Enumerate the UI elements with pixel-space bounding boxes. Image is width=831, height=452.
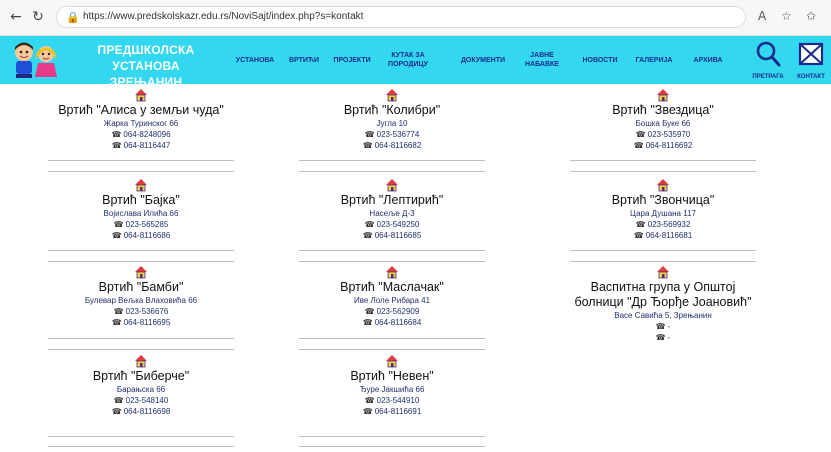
- card-divider: [299, 171, 485, 172]
- menu-kutak-za-porodicu[interactable]: [384, 36, 432, 84]
- phone-icon: ☎: [655, 333, 666, 342]
- phone-number: 023-569932: [647, 220, 691, 229]
- kindergarten-name: Вртић "Звездица": [612, 103, 714, 117]
- kindergarten-name: Вртић "Лептирић": [340, 193, 444, 207]
- phone-icon: ☎: [113, 396, 124, 405]
- phone-icon: ☎: [362, 141, 373, 150]
- phone-icon: ☎: [362, 318, 373, 327]
- kindergarten-card: [568, 265, 758, 343]
- menu-projekti[interactable]: [330, 36, 374, 84]
- menu-label-line2: ПОРОДИЦУ: [388, 61, 428, 68]
- menu-ustanova[interactable]: [232, 36, 278, 84]
- phone-number: 064-8116684: [374, 318, 422, 327]
- kindergarten-address: Жарка Туринског 66: [103, 119, 179, 128]
- phone-number: 064-8116695: [123, 318, 171, 327]
- phone-icon: ☎: [635, 130, 646, 139]
- kindergarten-phone-2: [297, 406, 487, 417]
- kindergarten-phone-2: [46, 317, 236, 328]
- phone-icon: ☎: [633, 231, 644, 240]
- url-text[interactable]: https://www.predskolskazr.edu.rs/NoviSajt/index.php?s=kontakt: [83, 11, 364, 22]
- card-divider: [48, 349, 234, 350]
- kindergarten-name: Вртић "Маслачак": [340, 280, 444, 294]
- kindergarten-phone-1: [46, 219, 236, 230]
- house-icon: [46, 178, 236, 192]
- kindergarten-card: [297, 178, 487, 241]
- kindergarten-address: Васе Савића 5, Зрењанин: [614, 311, 712, 320]
- menu-novosti[interactable]: [578, 36, 622, 84]
- kindergarten-phone-1: [568, 129, 758, 140]
- phone-number: 064-8116686: [123, 231, 171, 240]
- menu-label: НОВОСТИ: [582, 56, 618, 64]
- phone-number: 064-8116691: [374, 407, 422, 416]
- card-divider: [570, 171, 756, 172]
- house-icon: [297, 178, 487, 192]
- card-divider: [299, 446, 485, 447]
- kindergarten-card: [46, 88, 236, 151]
- menu-galerija[interactable]: [630, 36, 678, 84]
- phone-number: 023-536774: [376, 130, 420, 139]
- back-icon[interactable]: ←: [10, 9, 22, 25]
- kindergarten-card: [46, 178, 236, 241]
- card-divider: [299, 261, 485, 262]
- contact-button[interactable]: [791, 38, 831, 82]
- house-icon: [46, 88, 236, 102]
- kindergarten-phone-1: [568, 219, 758, 230]
- kindergarten-phone-2: [46, 140, 236, 151]
- menu-label: ПРОЈЕКТИ: [333, 56, 371, 64]
- site-title-line2: ЗРЕЊАНИН: [109, 75, 183, 89]
- kindergarten-address: Булевар Вељка Влаховића 66: [84, 296, 198, 305]
- kindergarten-card: [568, 178, 758, 241]
- kindergarten-name: Вртић "Колибри": [343, 103, 441, 117]
- search-icon: [755, 40, 781, 68]
- search-label: ПРЕТРАГА: [752, 74, 784, 80]
- lock-icon: 🔒: [66, 11, 80, 24]
- address-bar[interactable]: [56, 6, 746, 28]
- contact-label: КОНТАКТ: [797, 74, 825, 80]
- phone-number: 023-548140: [125, 396, 169, 405]
- card-divider: [299, 160, 485, 161]
- kindergarten-name: Вртић "Невен": [350, 369, 434, 383]
- phone-icon: ☎: [635, 220, 646, 229]
- card-divider: [48, 338, 234, 339]
- site-title-line1: ПРЕДШКОЛСКА УСТАНОВА: [97, 43, 195, 73]
- kindergarten-address: Насеље Д-3: [369, 209, 415, 218]
- phone-number: 064-8116682: [374, 141, 422, 150]
- card-divider: [299, 349, 485, 350]
- phone-icon: ☎: [113, 220, 124, 229]
- kindergarten-address: Бошка Буке 66: [635, 119, 691, 128]
- read-aloud-icon[interactable]: A: [758, 9, 767, 23]
- site-header: [0, 36, 831, 89]
- house-icon: [297, 88, 487, 102]
- kindergarten-address: Војислава Илића 66: [103, 209, 179, 218]
- menu-label-line2: НАБАВКЕ: [525, 61, 559, 68]
- kindergarten-address: Ђуре Јакшића 66: [359, 385, 425, 394]
- house-icon: [297, 265, 487, 279]
- card-divider: [299, 436, 485, 437]
- search-button[interactable]: [748, 38, 788, 82]
- kindergarten-phone-2: [568, 140, 758, 151]
- kindergarten-card: [46, 354, 236, 417]
- phone-number: 023-544910: [376, 396, 420, 405]
- menu-label: ДОКУМЕНТИ: [460, 56, 506, 64]
- phone-icon: ☎: [364, 307, 375, 316]
- kindergarten-phone-1: [568, 321, 758, 332]
- phone-icon: ☎: [364, 396, 375, 405]
- phone-number: 064-8116692: [645, 141, 693, 150]
- phone-number: 023-562909: [376, 307, 420, 316]
- menu-vrtici[interactable]: [286, 36, 322, 84]
- card-divider: [48, 436, 234, 437]
- kindergarten-name: Васпитна група у Општој болници "Др Ђорђе Јоановић": [574, 280, 752, 309]
- card-divider: [570, 250, 756, 251]
- mail-icon: [798, 40, 824, 68]
- phone-icon: ☎: [655, 322, 666, 331]
- phone-icon: ☎: [633, 141, 644, 150]
- favorite-star-icon[interactable]: ☆: [781, 9, 792, 23]
- kindergarten-phone-2: [568, 332, 758, 343]
- kindergarten-name: Вртић "Алиса у земљи чуда": [58, 103, 224, 117]
- phone-icon: ☎: [362, 231, 373, 240]
- kindergarten-card: [297, 354, 487, 417]
- favorites-icon[interactable]: ✩: [806, 9, 817, 23]
- card-divider: [570, 160, 756, 161]
- kindergarten-name: Вртић "Бамби": [98, 280, 184, 294]
- kindergarten-card: [297, 88, 487, 151]
- card-divider: [48, 446, 234, 447]
- house-icon: [568, 88, 758, 102]
- phone-icon: ☎: [111, 130, 122, 139]
- phone-number: 023-536676: [125, 307, 169, 316]
- browser-toolbar: [0, 0, 831, 36]
- kindergarten-phone-1: [297, 129, 487, 140]
- kindergarten-phone-1: [297, 219, 487, 230]
- kindergarten-phone-2: [46, 230, 236, 241]
- card-divider: [299, 338, 485, 339]
- menu-label: АРХИВА: [693, 56, 723, 64]
- kindergarten-phone-1: [297, 395, 487, 406]
- phone-number: 064-8248096: [123, 130, 171, 139]
- house-icon: [297, 354, 487, 368]
- menu-dokumenti[interactable]: [456, 36, 510, 84]
- kindergarten-phone-2: [297, 140, 487, 151]
- kindergarten-phone-2: [46, 406, 236, 417]
- card-divider: [48, 160, 234, 161]
- phone-number: 064-8116681: [645, 231, 693, 240]
- house-icon: [46, 265, 236, 279]
- card-divider: [48, 250, 234, 251]
- kindergarten-address: Југла 10: [376, 119, 408, 128]
- phone-icon: ☎: [113, 307, 124, 316]
- phone-number: 023-549250: [376, 220, 420, 229]
- kindergarten-card: [297, 265, 487, 328]
- house-icon: [568, 178, 758, 192]
- kindergarten-phone-1: [46, 395, 236, 406]
- phone-icon: ☎: [364, 130, 375, 139]
- menu-label: УСТАНОВА: [235, 56, 275, 64]
- phone-number: 064-8116447: [123, 141, 171, 150]
- house-icon: [568, 265, 758, 279]
- card-divider: [570, 261, 756, 262]
- menu-label: ГАЛЕРИЈА: [635, 56, 673, 64]
- phone-number: 064-8116698: [123, 407, 171, 416]
- card-divider: [48, 261, 234, 262]
- phone-number: -: [667, 333, 671, 342]
- kindergarten-name: Вртић "Звончица": [611, 193, 715, 207]
- kindergarten-address: Иве Лоле Рибара 41: [353, 296, 431, 305]
- phone-icon: ☎: [111, 231, 122, 240]
- kindergarten-name: Вртић "Биберче": [92, 369, 190, 383]
- kindergarten-phone-1: [297, 306, 487, 317]
- phone-number: 023-535970: [647, 130, 691, 139]
- kindergarten-phone-2: [568, 230, 758, 241]
- phone-icon: ☎: [111, 318, 122, 327]
- menu-label: ВРТИЋИ: [288, 56, 320, 64]
- menu-label: КУТАК ЗА: [391, 52, 425, 59]
- reload-icon[interactable]: ↻: [32, 9, 44, 25]
- kindergarten-phone-1: [46, 129, 236, 140]
- house-icon: [46, 354, 236, 368]
- kindergarten-address: Барањска 66: [116, 385, 166, 394]
- card-divider: [48, 171, 234, 172]
- menu-javne-nabavke[interactable]: [520, 36, 564, 84]
- kindergarten-address: Цара Душана 117: [630, 209, 696, 218]
- phone-number: 064-8116685: [374, 231, 422, 240]
- logo-children-icon[interactable]: [8, 40, 62, 80]
- menu-arhiva[interactable]: [686, 36, 730, 84]
- phone-icon: ☎: [111, 141, 122, 150]
- kindergarten-phone-1: [46, 306, 236, 317]
- kindergarten-card: [568, 88, 758, 151]
- phone-icon: ☎: [111, 407, 122, 416]
- card-divider: [299, 250, 485, 251]
- kindergarten-phone-2: [297, 230, 487, 241]
- kindergarten-phone-2: [297, 317, 487, 328]
- phone-icon: ☎: [362, 407, 373, 416]
- kindergarten-name: Вртић "Бајка": [102, 193, 180, 207]
- phone-number: 023-565285: [125, 220, 169, 229]
- phone-icon: ☎: [364, 220, 375, 229]
- phone-number: -: [667, 322, 671, 331]
- menu-label: ЈАВНЕ: [530, 52, 554, 59]
- kindergarten-card: [46, 265, 236, 328]
- site-title[interactable]: [66, 42, 226, 90]
